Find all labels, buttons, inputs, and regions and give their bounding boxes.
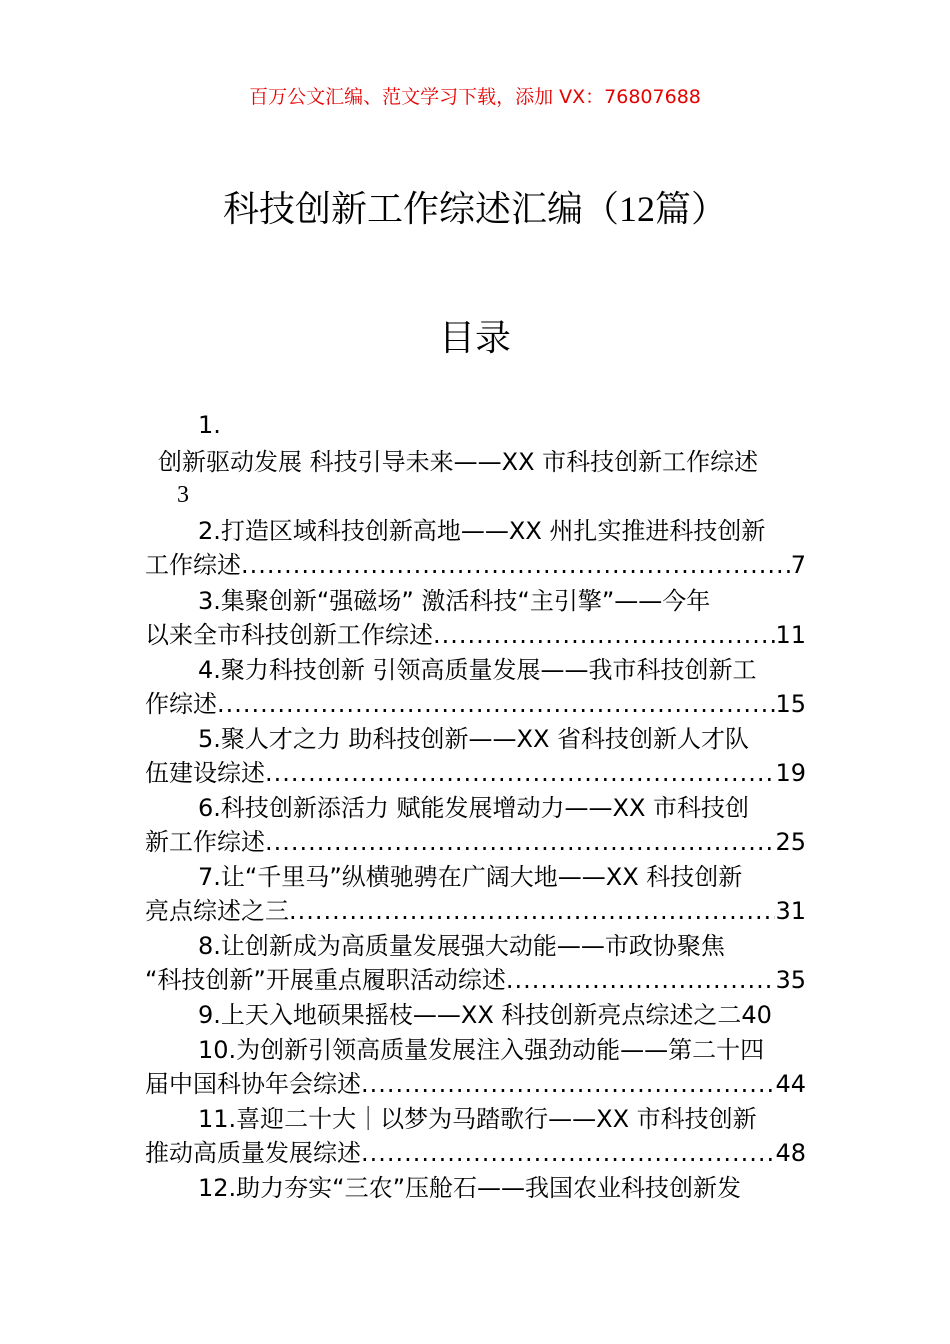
toc-entry-1-page: 3 bbox=[177, 482, 189, 508]
toc-entry-3-leader[interactable] bbox=[145, 618, 806, 652]
toc-entry-1-number[interactable]: 1. bbox=[198, 411, 221, 439]
toc-entry-6-page: 25 bbox=[775, 828, 806, 856]
toc-heading: 目录 bbox=[438, 318, 511, 359]
document-title bbox=[0, 186, 950, 233]
toc-entry-7-page: 31 bbox=[775, 897, 806, 925]
leader-dots bbox=[289, 894, 775, 928]
leader-dots bbox=[217, 687, 775, 721]
header-notice: 百万公文汇编、范文学习下载，添加 VX：76807688 bbox=[249, 86, 701, 108]
toc-entry-11-title-cont: 推动高质量发展综述 bbox=[145, 1139, 361, 1167]
leader-dots bbox=[361, 1136, 775, 1170]
toc-entry-1-title[interactable]: 创新驱动发展 科技引导未来——XX 市科技创新工作综述 bbox=[158, 448, 759, 476]
toc-entry-2-leader[interactable] bbox=[145, 548, 806, 582]
title-prefix: 科技创新工作综述汇编（ bbox=[222, 189, 619, 230]
toc-entry-8-leader[interactable] bbox=[145, 963, 806, 997]
toc-entry-10-page: 44 bbox=[775, 1070, 806, 1098]
toc-entry-3-page: 11 bbox=[775, 621, 806, 649]
leader-dots bbox=[241, 548, 791, 582]
toc-entry-10-title-cont: 届中国科协年会综述 bbox=[145, 1070, 361, 1098]
toc-entry-6-title[interactable]: 6.科技创新添活力 赋能发展增动力——XX 市科技创 bbox=[198, 794, 750, 822]
toc-entry-5-title-cont: 伍建设综述 bbox=[145, 759, 265, 787]
toc-entry-2-title-cont: 工作综述 bbox=[145, 551, 241, 579]
toc-entry-7-leader[interactable] bbox=[145, 894, 806, 928]
toc-entry-9-title[interactable]: 9.上天入地硕果摇枝——XX 科技创新亮点综述之二40 bbox=[198, 1001, 772, 1029]
title-suffix: 篇） bbox=[655, 189, 728, 230]
toc-entry-2-title[interactable]: 2.打造区域科技创新高地——XX 州扎实推进科技创新 bbox=[198, 517, 766, 545]
toc-entry-4-title-cont: 作综述 bbox=[145, 690, 217, 718]
toc-entry-6-leader[interactable] bbox=[145, 825, 806, 859]
toc-entry-7-title[interactable]: 7.让“千里马”纵横驰骋在广阔大地——XX 科技创新 bbox=[198, 863, 743, 891]
toc-entry-8-title[interactable]: 8.让创新成为高质量发展强大动能——市政协聚焦 bbox=[198, 932, 725, 960]
toc-entry-11-page: 48 bbox=[775, 1139, 806, 1167]
toc-entry-11-title[interactable]: 11.喜迎二十大｜以梦为马踏歌行——XX 市科技创新 bbox=[198, 1105, 757, 1133]
toc-entry-4-page: 15 bbox=[775, 690, 806, 718]
leader-dots bbox=[361, 1067, 775, 1101]
toc-entry-6-title-cont: 新工作综述 bbox=[145, 828, 265, 856]
leader-dots bbox=[265, 825, 775, 859]
toc-entry-4-title[interactable]: 4.聚力科技创新 引领高质量发展——我市科技创新工 bbox=[198, 656, 757, 684]
leader-dots bbox=[433, 618, 775, 652]
toc-entry-5-title[interactable]: 5.聚人才之力 助科技创新——XX 省科技创新人才队 bbox=[198, 725, 750, 753]
toc-entry-7-title-cont: 亮点综述之三 bbox=[145, 897, 289, 925]
toc-entry-2-page: 7 bbox=[790, 551, 806, 579]
toc-entry-3-title[interactable]: 3.集聚创新“强磁场” 激活科技“主引擎”——今年 bbox=[198, 587, 711, 615]
toc-entry-8-title-cont: “科技创新”开展重点履职活动综述 bbox=[145, 966, 506, 994]
toc-entry-11-leader[interactable] bbox=[145, 1136, 806, 1170]
toc-entry-8-page: 35 bbox=[775, 966, 806, 994]
title-number: 12 bbox=[619, 189, 655, 229]
toc-entry-10-title[interactable]: 10.为创新引领高质量发展注入强劲动能——第二十四 bbox=[198, 1036, 765, 1064]
toc-entry-5-leader[interactable] bbox=[145, 756, 806, 790]
toc-entry-10-leader[interactable] bbox=[145, 1067, 806, 1101]
leader-dots bbox=[265, 756, 775, 790]
toc-entry-5-page: 19 bbox=[775, 759, 806, 787]
toc-entry-3-title-cont: 以来全市科技创新工作综述 bbox=[145, 621, 433, 649]
toc-entry-4-leader[interactable] bbox=[145, 687, 806, 721]
toc-entry-12-title[interactable]: 12.助力夯实“三农”压舱石——我国农业科技创新发 bbox=[198, 1174, 742, 1202]
leader-dots bbox=[506, 963, 776, 997]
